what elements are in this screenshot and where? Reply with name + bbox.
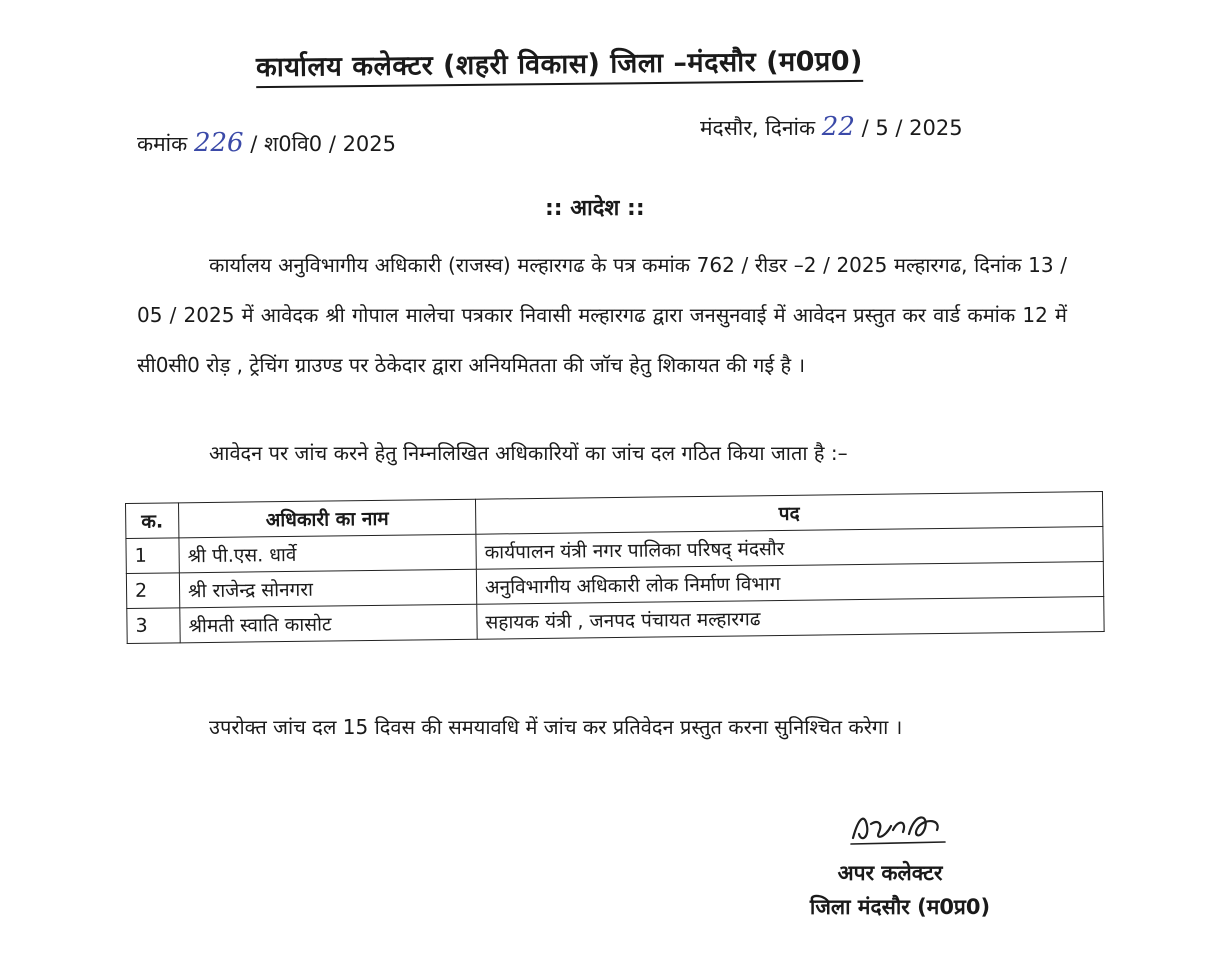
paragraph-complaint-text: कार्यालय अनुविभागीय अधिकारी (राजस्व) मल्हारगढ के पत्र कमांक 762 / रीडर –2 / 2025 मल्हारगढ, दिनांक 13 / 05 / 2025 में आवेदक श्री गोपाल मालेचा पत्रकार निवासी मल्हारगढ द्वारा जनसुनवाई में आवेदन प्रस्तुत कर वार्ड कमांक 12 में सी0सी0 रोड़ , ट्रेचिंग ग्राउण्ड पर ठेकेदार द्वारा अनियमितता की जॉच हेतु शिकायत की गई है । xyxy=(137,253,1067,377)
row-officer-name: श्री पी.एस. धार्वे xyxy=(179,534,476,573)
row-sn: 3 xyxy=(127,608,180,644)
row-post: कार्यपालन यंत्री नगर पालिका परिषद् मंदसौर xyxy=(476,527,1103,570)
signatory-district: जिला मंदसौर (म0प्र0) xyxy=(809,895,991,919)
signatory-designation: अपर कलेक्टर xyxy=(837,861,943,885)
paragraph-deadline xyxy=(137,702,1067,752)
order-heading: :: आदेश :: xyxy=(545,196,645,221)
header-officer-name: अधिकारी का नाम xyxy=(179,499,476,538)
date-line xyxy=(700,112,963,142)
paragraph-deadline-text: उपरोक्त जांच दल 15 दिवस की समयावधि में जांच कर प्रतिवेदन प्रस्तुत करना सुनिश्चित करेगा । xyxy=(209,715,903,739)
date-label: मंदसौर, दिनांक xyxy=(700,116,816,140)
reference-handwritten-number: 226 xyxy=(193,128,244,158)
row-sn: 2 xyxy=(126,573,179,609)
paragraph-complaint xyxy=(137,240,1067,390)
row-sn: 1 xyxy=(126,538,179,574)
paragraph-committee-text: आवेदन पर जांच करने हेतु निम्नलिखित अधिकारियों का जांच दल गठित किया जाता है :– xyxy=(209,441,848,465)
row-post: अनुविभागीय अधिकारी लोक निर्माण विभाग xyxy=(476,562,1103,605)
office-title: कार्यालय कलेक्टर (शहरी विकास) जिला –मंदसौर (म0प्र0) xyxy=(256,41,863,88)
reference-number xyxy=(137,128,396,158)
paragraph-committee-intro xyxy=(137,428,1067,478)
date-suffix: / 5 / 2025 xyxy=(861,116,963,140)
officers-table xyxy=(125,491,1105,644)
handwritten-signature xyxy=(845,808,955,848)
date-handwritten-day: 22 xyxy=(821,112,855,142)
header-post: पद xyxy=(475,492,1102,535)
row-officer-name: श्रीमती स्वाति कासोट xyxy=(180,604,477,643)
reference-label: कमांक xyxy=(137,132,188,156)
row-post: सहायक यंत्री , जनपद पंचायत मल्हारगढ xyxy=(477,597,1104,640)
signature-block xyxy=(790,808,1010,924)
row-officer-name: श्री राजेन्द्र सोनगरा xyxy=(179,569,476,608)
header-sn: क. xyxy=(126,503,179,539)
reference-suffix: / श0वि0 / 2025 xyxy=(250,132,397,156)
